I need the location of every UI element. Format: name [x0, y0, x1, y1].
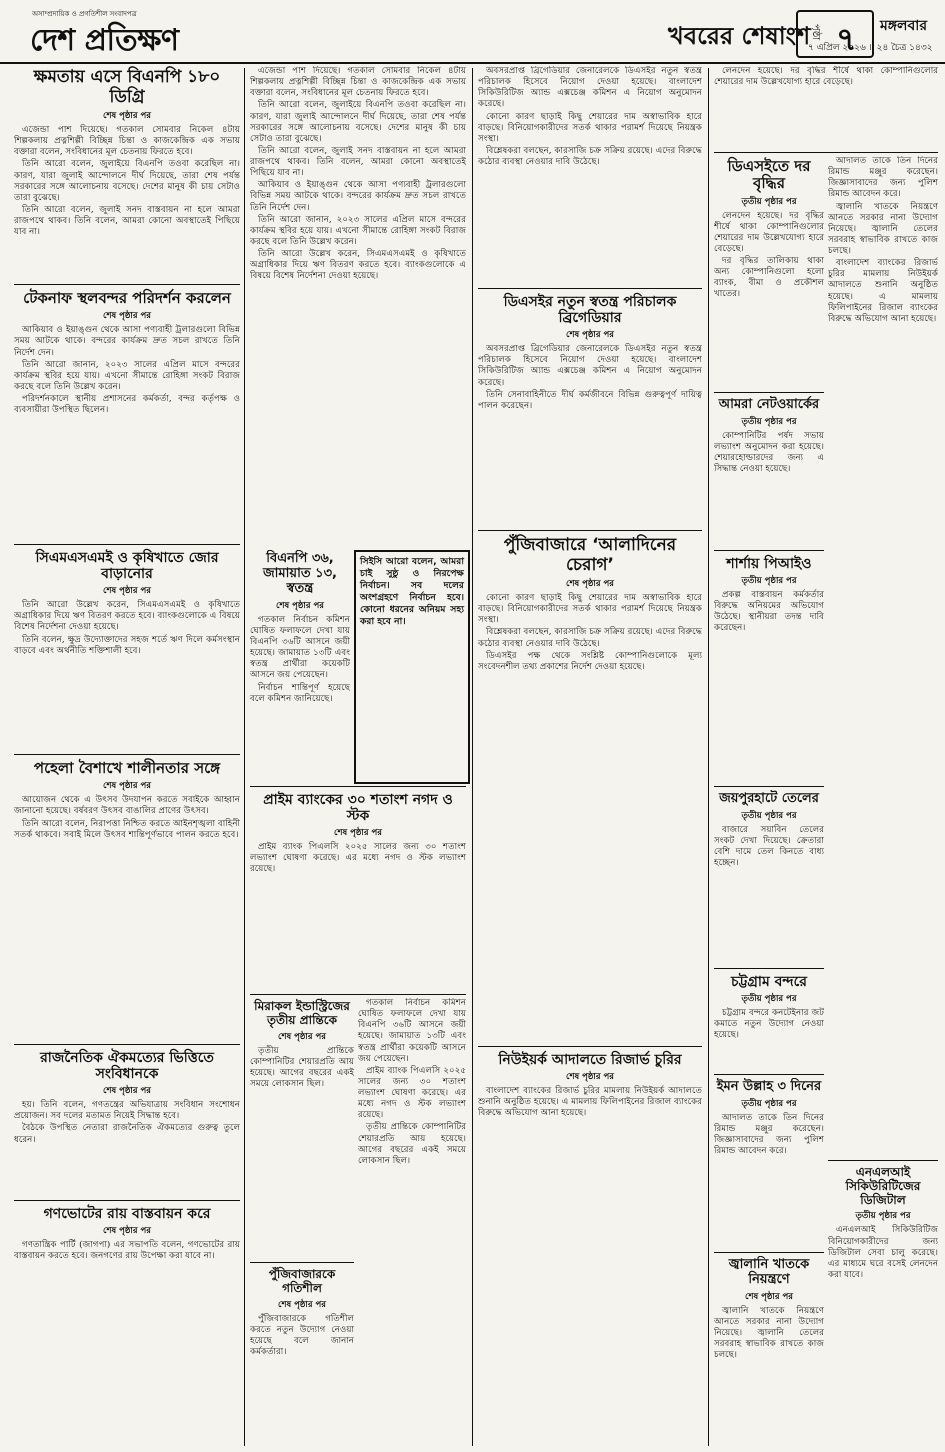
story-divider	[14, 754, 240, 755]
story-body	[478, 1086, 702, 1119]
story-divider	[250, 1262, 354, 1263]
paragraph: এনএলআই সিকিউরিটিজ বিনিয়োগকারীদের জন্য ডিজিটাল সেবা চালু করেছে। এর মাধ্যমে ঘরে বসেই লেনদেন করা যাবে।	[828, 1225, 938, 1280]
story-pohela-boishakh	[14, 758, 240, 1040]
paragraph: ডিএসইর পক্ষ থেকে সংশ্লিষ্ট কোম্পানিগুলোকে মূল্য সংবেদনশীল তথ্য প্রকাশের নির্দেশ দেওয়া হয়েছে।	[478, 650, 702, 672]
paragraph: পুঁজিবাজারকে গতিশীল করতে নতুন উদ্যোগ নেওয়া হয়েছে বলে জানান কর্মকর্তারা।	[250, 1313, 354, 1357]
story-divider	[478, 530, 702, 531]
story-dse-independent-director	[478, 292, 702, 526]
story-right-text	[828, 156, 938, 756]
paragraph: তিনি আরো বলেন, নিরাপত্তা নিশ্চিত করতে আইনশৃঙ্খলা বাহিনী সতর্ক থাকবে। সবাই মিলে উৎসব শান্তিপূর্ণভাবে পালন করতে হবে।	[14, 818, 240, 840]
paragraph: গতকাল নির্বাচন কমিশন ঘোষিত ফলাফলে দেখা যায় বিএনপি ৩৬টি আসনে জয়ী হয়েছে। জামায়াত ১৩টি এবং স্বতন্ত্র প্রার্থীরা কয়েকটি আসনে জয় পেয়েছেন।	[250, 614, 350, 681]
story-body	[14, 1240, 240, 1262]
continuation-note: তৃতীয় পৃষ্ঠার পর	[741, 1098, 797, 1109]
headline: প্রাইম ব্যাংকের ৩০ শতাংশ নগদ ও স্টক	[263, 792, 453, 825]
headline: পুঁজিবাজারকে গতিশীল	[268, 1267, 336, 1295]
headline: ডিএসইতে দর বৃদ্ধির	[727, 157, 811, 193]
paragraph: পরিদর্শনকালে স্থানীয় প্রশাসনের কর্মকর্তা, বন্দর কর্তৃপক্ষ ও ব্যবসায়ীরা উপস্থিত ছিলেন।	[14, 394, 240, 416]
story-divider	[714, 1252, 824, 1253]
paragraph: তিনি আরো বলেন, জুলাই সনদ বাস্তবায়ন না হলে আমরা রাজপথে থাকব। তিনি বলেন, আমরা কোনো অবস্থাতেই পিছিয়ে যাব না।	[250, 145, 466, 179]
paragraph: তিনি বলেন, ক্ষুদ্র উদ্যোক্তাদের সহজ শর্তে ঋণ দিলে কর্মসংস্থান বাড়বে এবং অর্থনীতি শক্তিশালী হবে।	[14, 634, 240, 656]
story-cmsme-agriculture	[14, 548, 240, 750]
story-body	[714, 1008, 824, 1041]
paragraph: আকিয়াব ও ইয়াঙ্গুন থেকে আসা পণ্যবাহী ট্রলারগুলো বিভিন্ন সময় আটকে থাকে। বন্দরের কার্যক্রম দ্রুত সচল রাখতে তিনি নির্দেশ দেন।	[14, 325, 240, 358]
story-divider	[250, 786, 466, 787]
paragraph: প্রাইম ব্যাংক পিএলসি ২০২৫ সালের জন্য ৩০ শতাংশ লভ্যাংশ ঘোষণা করেছে। এর মধ্যে নগদ ও স্টক লভ্যাংশ রয়েছে।	[358, 1065, 466, 1121]
headline: সিএমএসএমই ও কৃষিখাতে জোর বাড়ানোর	[35, 550, 219, 583]
headline: বিএনপি ৩৬, জামায়াত ১৩, স্বতন্ত্র	[263, 551, 337, 596]
story-left-text	[250, 66, 466, 546]
paragraph: আদালত তাকে তিন দিনের রিমান্ড মঞ্জুর করেছেন। জিজ্ঞাসাবাদের জন্য পুলিশ রিমান্ড আবেদন করে।	[828, 156, 938, 200]
paragraph: তিনি আরো বলেন, জুলাইয়ে বিএনপি তওবা করেছিল না। কারণ, যারা জুলাই আন্দোলনে দীর্ঘ দিয়েছে, তারা শেষ পর্যন্ত সরকারের সঙ্গে আলোচনায় বসেছে। দেশের মানুষ কী চায় সেটাও তারা বুঝেছে।	[250, 100, 466, 144]
paragraph: কোনো কারণ ছাড়াই কিছু শেয়ারের দাম অস্বাভাবিক হারে বাড়ছে। বিনিয়োগকারীদের সতর্ক থাকার পরামর্শ দিয়েছে নিয়ন্ত্রক সংস্থা।	[478, 111, 702, 144]
story-energy-control	[714, 1256, 824, 1446]
story-referendum-verdict	[14, 1204, 240, 1444]
paragraph: বাংলাদেশ ব্যাংকের রিজার্ভ চুরির মামলায় নিউইয়র্ক আদালতে শুনানি অনুষ্ঠিত হয়েছে। এ মামলায় ফিলিপাইনের রিজাল ব্যাংকের বিরুদ্ধে অভিযোগ আনা হয়েছে।	[828, 258, 938, 324]
paragraph: হয়। তিনি বলেন, গণতন্ত্রের অভিযাত্রায় সংবিধান সংশোধন প্রয়োজন। সব দলের মতামত নিয়েই সিদ্ধান্ত হবে।	[14, 1100, 240, 1122]
story-reserve-theft	[478, 1050, 702, 1440]
paragraph: লেনদেন হয়েছে। দর বৃদ্ধির শীর্ষে থাকা কোম্পানিগুলোর শেয়ারের দাম উল্লেখযোগ্য হারে বেড়েছে।	[714, 66, 938, 88]
paragraph: জ্বালানি খাতকে নিয়ন্ত্রণে আনতে সরকার নানা উদ্যোগ নিয়েছে। জ্বালানি তেলের সরবরাহ স্বাভাবিক রাখতে কাজ চলছে।	[828, 201, 938, 256]
paragraph: জ্বালানি খাতকে নিয়ন্ত্রণে আনতে সরকার নানা উদ্যোগ নিয়েছে। জ্বালানি তেলের সরবরাহ স্বাভাবিক রাখতে কাজ চলছে।	[714, 1305, 824, 1361]
continuation-note: শেষ পৃষ্ঠার পর	[278, 1299, 326, 1310]
masthead	[0, 0, 945, 64]
paragraph: অবসরপ্রাপ্ত ব্রিগেডিয়ার জেনারেলকে ডিএসইর নতুন স্বতন্ত্র পরিচালক হিসেবে নিয়োগ দেওয়া হয়েছে। বাংলাদেশ সিকিউরিটিজ অ্যান্ড এক্সচেঞ্জ কমিশন এ নিয়োগ অনুমোদন করেছে।	[478, 344, 702, 388]
continuation-note: শেষ পৃষ্ঠার পর	[566, 330, 614, 341]
story-emon-ullah-remand	[714, 1078, 824, 1248]
headline: রাজনৈতিক ঐকমত্যের ভিত্তিতে সংবিধানকে	[40, 1050, 214, 1083]
story-body	[714, 825, 824, 870]
headline: ক্ষমতায় এসে বিএনপি ১৮০ ডিগ্রি	[33, 67, 221, 107]
story-body	[14, 795, 240, 841]
story-body	[478, 593, 702, 673]
story-constitution-consensus	[14, 1048, 240, 1196]
paragraph: তিনি আরো বলেন, জুলাইয়ে বিএনপি তওবা করেছিল না। কারণ, যারা জুলাই আন্দোলনে দীর্ঘ দিয়েছে, তারা শেষ পর্যন্ত সরকারের সঙ্গে আলোচনায় বসেছে। দেশের মানুষ কী চায় সেটাও তারা বুঝেছে।	[14, 159, 240, 203]
story-side-text	[358, 998, 466, 1438]
paragraph: তিনি আরো জানান, ২০২৩ সালের এপ্রিল মাসে বন্দরের কার্যক্রম স্থবির হয়ে যায়। এখনো সীমান্তে রোহিঙ্গা সংকট বিরাজ করছে বলে তিনি উল্লেখ করেন।	[14, 359, 240, 392]
story-divider	[250, 994, 466, 995]
story-amra-network	[714, 396, 824, 546]
story-divider	[478, 1046, 702, 1047]
story-body	[478, 344, 702, 412]
continuation-note: শেষ পৃষ্ঠার পর	[103, 111, 151, 122]
story-body	[714, 1306, 824, 1362]
paragraph: এজেন্ডা পাশ দিয়েছে। গতকাল সোমবার নিকেল ৪টায় শিল্পকলায় প্রত্নশিল্পী বিচ্ছিন্ন চিন্তা ও কাজকেন্দ্রিক এক সভায় বক্তারা বলেন, সংবিধানের মূল চেতনায় ফিরতে হবে।	[250, 66, 466, 99]
continuation-note: শেষ পৃষ্ঠার পর	[103, 311, 151, 322]
continuation-note: শেষ পৃষ্ঠার পর	[103, 586, 151, 597]
paragraph: বিশ্লেষকরা বলছেন, কারসাজি চক্র সক্রিয় রয়েছে। এদের বিরুদ্ধে কঠোর ব্যবস্থা নেওয়ার দাবি উঠেছে।	[478, 145, 702, 167]
story-nli-securities-digital	[828, 1164, 938, 1444]
continuation-note: শেষ পৃষ্ঠার পর	[103, 1226, 151, 1237]
continuation-note: তৃতীয় পৃষ্ঠার পর	[741, 994, 797, 1005]
continuation-note: তৃতীয় পৃষ্ঠার পর	[741, 576, 797, 587]
paragraph: চট্টগ্রাম বন্দরে কনটেইনার জট কমাতে নতুন উদ্যোগ নেওয়া হয়েছে।	[714, 1008, 824, 1041]
story-miracle-industries	[250, 998, 354, 1258]
story-body	[250, 1046, 354, 1091]
paragraph: আদালত তাকে তিন দিনের রিমান্ড মঞ্জুর করেছেন। জিজ্ঞাসাবাদের জন্য পুলিশ রিমান্ড আবেদন করে।	[714, 1112, 824, 1157]
paragraph: তিনি সেনাবাহিনীতে দীর্ঘ কর্মজীবনে বিভিন্ন গুরুত্বপূর্ণ দায়িত্ব পালন করেছেন।	[478, 389, 702, 411]
headline: জ্বালানি খাতকে নিয়ন্ত্রণে	[728, 1257, 810, 1287]
story-dse-price-rise	[714, 156, 824, 388]
continuation-note: শেষ পৃষ্ঠার পর	[334, 828, 382, 839]
story-aladdin-lamp	[478, 534, 702, 1042]
paragraph: নির্বাচন শান্তিপূর্ণ হয়েছে বলে কমিশন জানিয়েছে।	[250, 682, 350, 704]
paragraph: বাজারে সয়াবিন তেলের সংকট দেখা দিয়েছে। ক্রেতারা বেশি দামে তেল কিনতে বাধ্য হচ্ছেন।	[714, 824, 824, 869]
story-divider	[14, 1200, 240, 1201]
paragraph: তৃতীয় প্রান্তিকে কোম্পানিটির শেয়ারপ্রতি আয় হয়েছে। আগের বছরের একই সময়ে লোকসান ছিল।	[358, 1122, 466, 1166]
headline: শার্শায় পিআইও	[726, 556, 812, 572]
continuation-note: তৃতীয় পৃষ্ঠার পর	[741, 810, 797, 821]
story-body	[478, 66, 702, 168]
story-capital-market-dynamic	[250, 1266, 354, 1442]
story-divider	[14, 544, 240, 545]
headline: ইমন উল্লাহ ৩ দিনের	[716, 1079, 822, 1094]
continuation-note: তৃতীয় পৃষ্ঠার পর	[741, 196, 797, 207]
paragraph: তিনি আরো বলেন, জুলাই সনদ বাস্তবায়ন না হলে আমরা রাজপথে থাকব। তিনি বলেন, আমরা কোনো অবস্থাতেই পিছিয়ে যাব না।	[14, 204, 240, 238]
paragraph: দর বৃদ্ধির তালিকায় থাকা অন্য কোম্পানিগুলো হলো ব্যাংক, বীমা ও প্রকৌশল খাতের।	[714, 256, 824, 300]
story-divider	[14, 284, 240, 285]
story-joypurhat-oil	[714, 790, 824, 964]
story-body	[14, 600, 240, 657]
highlight-text: সিইসি আরো বলেন, আমরা চাই সুষ্ঠু ও নিরপেক্ষ নির্বাচন। সব দলের অংশগ্রহণে নির্বাচন হবে। কোনো ধরনের অনিয়ম সহ্য করা হবে না।	[360, 556, 464, 627]
headline: পহেলা বৈশাখে শালীনতার সঙ্গে	[33, 759, 221, 777]
paper-tagline: অসাম্প্রদায়িক ও প্রগতিশীল সংবাদপত্র	[32, 10, 137, 18]
story-body	[250, 842, 466, 875]
paper-name: দেশ প্রতিক্ষণ	[30, 23, 179, 58]
story-sharsha-pio	[714, 554, 824, 782]
story-top-right-text	[714, 66, 938, 148]
continuation-note: শেষ পৃষ্ঠার পর	[276, 600, 324, 611]
story-body	[14, 125, 240, 238]
column-divider	[244, 68, 245, 1446]
continuation-note: শেষ পৃষ্ঠার পর	[103, 1086, 151, 1097]
story-divider	[714, 550, 824, 551]
paragraph: আকিয়াব ও ইয়াঙ্গুন থেকে আসা পণ্যবাহী ট্রলারগুলো বিভিন্ন সময় আটকে থাকে। বন্দরের কার্যক্রম দ্রুত সচল রাখতে তিনি নির্দেশ দেন।	[250, 180, 466, 213]
headline: নিউইয়র্ক আদালতে রিজার্ভ চুরির	[498, 1052, 682, 1068]
paragraph: আয়োজন থেকে এ উৎসব উদযাপন করতে সবাইকে আহ্বান জানানো হয়েছে। বর্ষবরণ উৎসব বাঙালির প্রাণের উৎসব।	[14, 795, 240, 817]
paragraph: গণতান্ত্রিক পার্টি (জাগপা) এর সভাপতি বলেন, গণভোটের রায় বাস্তবায়ন করতে হবে। জনগণের রায় উপেক্ষা করা যাবে না।	[14, 1240, 240, 1262]
story-divider	[478, 288, 702, 289]
headline: পুঁজিবাজারে ‘আলাদিনের চেরাগ’	[503, 535, 677, 575]
story-bnp-180-degree	[14, 66, 240, 280]
story-divider	[714, 392, 824, 393]
continuation-note: শেষ পৃষ্ঠার পর	[278, 1031, 326, 1042]
story-body	[250, 66, 466, 282]
headline: চট্টগ্রাম বন্দরে	[731, 974, 807, 990]
paragraph: কোনো কারণ ছাড়াই কিছু শেয়ারের দাম অস্বাভাবিক হারে বাড়ছে। বিনিয়োগকারীদের সতর্ক থাকার পরামর্শ দিয়েছে নিয়ন্ত্রক সংস্থা।	[478, 593, 702, 626]
paragraph: বাংলাদেশ ব্যাংকের রিজার্ভ চুরির মামলায় নিউইয়র্ক আদালতে শুনানি অনুষ্ঠিত হয়েছে। এ মামলায় ফিলিপাইনের রিজাল ব্যাংকের বিরুদ্ধে অভিযোগ আনা হয়েছে।	[478, 1086, 702, 1119]
story-body	[14, 1100, 240, 1146]
story-body	[714, 1113, 824, 1158]
story-divider	[14, 1044, 240, 1045]
story-body	[828, 156, 938, 325]
paragraph: বিশ্লেষকরা বলছেন, কারসাজি চক্র সক্রিয় রয়েছে। এদের বিরুদ্ধে কঠোর ব্যবস্থা নেওয়ার দাবি উঠেছে।	[478, 627, 702, 649]
story-top-text	[478, 66, 702, 284]
story-divider	[714, 1074, 824, 1075]
story-body	[828, 1225, 938, 1281]
page-number: ৭	[836, 20, 857, 58]
paragraph: তৃতীয় প্রান্তিকে কোম্পানিটির শেয়ারপ্রতি আয় হয়েছে। আগের বছরের একই সময়ে লোকসান ছিল।	[250, 1045, 354, 1089]
story-body	[714, 66, 938, 88]
story-bnp-36-seats	[250, 550, 350, 780]
headline: এনএলআই সিকিউরিটিজের ডিজিটাল	[845, 1165, 921, 1207]
story-body	[250, 1314, 354, 1359]
paragraph: কোম্পানিটির পর্ষদ সভায় লভ্যাংশ অনুমোদন করা হয়েছে। শেয়ারহোল্ডারদের জন্য এ সিদ্ধান্ত নেওয়া হয়েছে।	[714, 430, 824, 475]
continuation-note: তৃতীয় পৃষ্ঠার পর	[855, 1211, 911, 1222]
column-divider	[472, 68, 473, 1446]
date: ৭ এপ্রিল ২০২৬ ॥ ২৪ চৈত্র ১৪৩২	[808, 43, 933, 53]
paragraph: প্রকল্প বাস্তবায়ন কর্মকর্তার বিরুদ্ধে অনিয়মের অভিযোগ উঠেছে। স্থানীয়রা তদন্ত দাবি করেছেন।	[714, 590, 824, 634]
story-body	[250, 615, 350, 705]
highlight-box	[354, 550, 470, 784]
paragraph: গতকাল নির্বাচন কমিশন ঘোষিত ফলাফলে দেখা যায় বিএনপি ৩৬টি আসনে জয়ী হয়েছে। জামায়াত ১৩টি এবং স্বতন্ত্র প্রার্থীরা কয়েকটি আসনে জয় পেয়েছেন।	[358, 998, 466, 1064]
paragraph: প্রাইম ব্যাংক পিএলসি ২০২৫ সালের জন্য ৩০ শতাংশ লভ্যাংশ ঘোষণা করেছে। এর মধ্যে নগদ ও স্টক লভ্যাংশ রয়েছে।	[250, 842, 466, 875]
story-prime-bank-dividend	[250, 790, 466, 990]
story-body	[714, 211, 824, 301]
headline: আমরা নেটওয়ার্কের	[718, 397, 820, 412]
headline: ডিএসইর নতুন স্বতন্ত্র পরিচালক ব্রিগেডিয়ার	[503, 294, 677, 327]
paragraph: তিনি আরো উল্লেখ করেন, সিএমএসএমই ও কৃষিখাতে অগ্রাধিকার দিয়ে ঋণ বিতরণ করতে হবে। ব্যাংকগুলোকে এ বিষয়ে বিশেষ নির্দেশনা দেওয়া হয়েছে।	[14, 600, 240, 633]
paragraph: বৈঠকে উপস্থিত নেতারা রাজনৈতিক ঐকমত্যের গুরুত্ব তুলে ধরেন।	[14, 1123, 240, 1145]
continuation-note: শেষ পৃষ্ঠার পর	[745, 1291, 793, 1302]
story-divider	[714, 152, 938, 153]
weekday: মঙ্গলবার	[880, 18, 928, 34]
story-chattogram-port	[714, 972, 824, 1070]
story-teknaf-port	[14, 288, 240, 540]
story-divider	[828, 1160, 938, 1161]
story-divider	[714, 786, 824, 787]
story-body	[358, 998, 466, 1167]
paragraph: তিনি আরো উল্লেখ করেন, সিএমএসএমই ও কৃষিখাতে অগ্রাধিকার দিয়ে ঋণ বিতরণ করতে হবে। ব্যাংকগুলোকে এ বিষয়ে বিশেষ নির্দেশনা দেওয়া হয়েছে।	[250, 249, 466, 282]
headline: মিরাকল ইন্ডাস্ট্রিজের তৃতীয় প্রান্তিকে	[254, 999, 350, 1027]
column-divider	[708, 68, 709, 1446]
paragraph: লেনদেন হয়েছে। দর বৃদ্ধির শীর্ষে থাকা কোম্পানিগুলোর শেয়ারের দাম উল্লেখযোগ্য হারে বেড়েছে।	[714, 210, 824, 254]
continuation-note: তৃতীয় পৃষ্ঠার পর	[741, 416, 797, 427]
continuation-note: শেষ পৃষ্ঠার পর	[566, 1072, 614, 1083]
story-body	[14, 325, 240, 416]
continuation-note: শেষ পৃষ্ঠার পর	[566, 579, 614, 590]
story-body	[714, 590, 824, 635]
paragraph: এজেন্ডা পাশ দিয়েছে। গতকাল সোমবার নিকেল ৪টায় শিল্পকলায় প্রত্নশিল্পী বিচ্ছিন্ন চিন্তা ও কাজকেন্দ্রিক এক সভায় বক্তারা বলেন, সংবিধানের মূল চেতনায় ফিরতে হবে।	[14, 125, 240, 158]
paragraph: অবসরপ্রাপ্ত ব্রিগেডিয়ার জেনারেলকে ডিএসইর নতুন স্বতন্ত্র পরিচালক হিসেবে নিয়োগ দেওয়া হয়েছে। বাংলাদেশ সিকিউরিটিজ অ্যান্ড এক্সচেঞ্জ কমিশন এ নিয়োগ অনুমোদন করেছে।	[478, 66, 702, 110]
paragraph: তিনি আরো জানান, ২০২৩ সালের এপ্রিল মাসে বন্দরের কার্যক্রম স্থবির হয়ে যায়। এখনো সীমান্তে রোহিঙ্গা সংকট বিরাজ করছে বলে তিনি উল্লেখ করেন।	[250, 214, 466, 247]
page-label: পৃষ্ঠা	[810, 24, 821, 41]
continuation-note: শেষ পৃষ্ঠার পর	[103, 781, 151, 792]
section-title: খবরের শেষাংশ	[668, 22, 811, 50]
headline: টেকনাফ স্থলবন্দর পরিদর্শন করলেন	[23, 289, 231, 307]
story-divider	[714, 968, 824, 969]
headline: গণভোটের রায় বাস্তবায়ন করে	[43, 1206, 211, 1222]
story-body	[714, 431, 824, 476]
headline: জয়পুরহাটে তেলের	[719, 791, 819, 806]
